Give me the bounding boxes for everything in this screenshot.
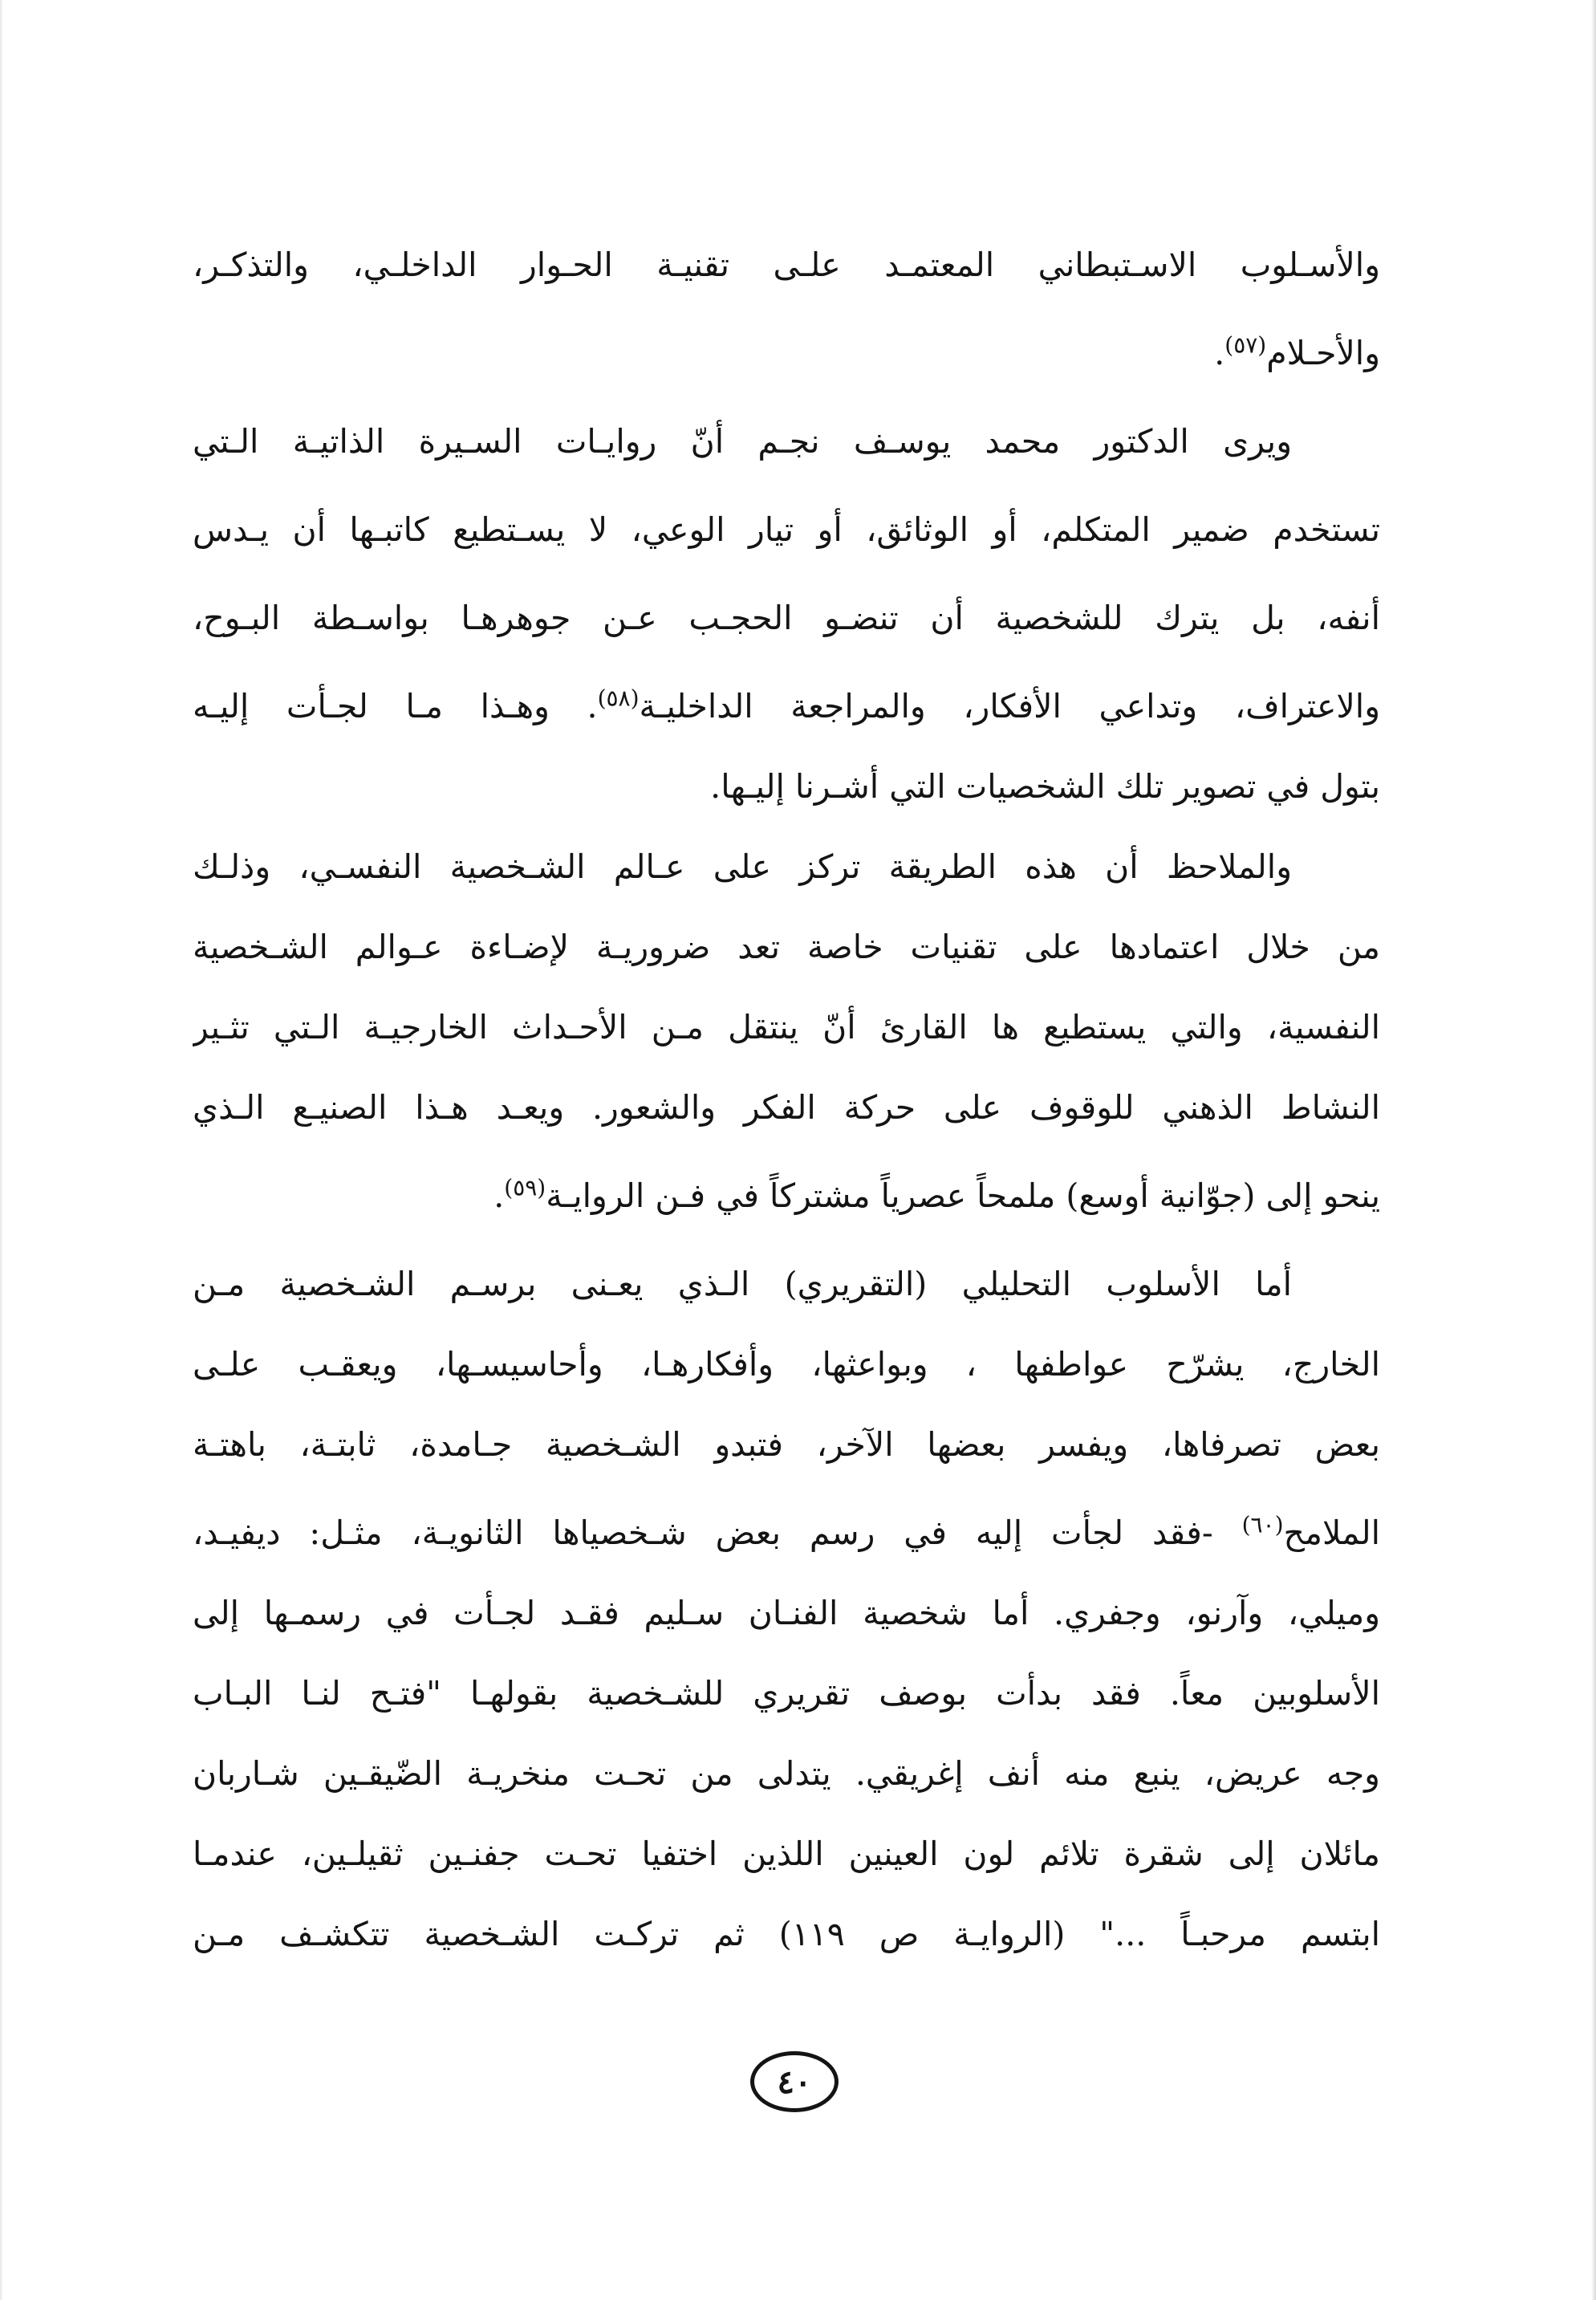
page-number: [750, 2051, 839, 2112]
text-line: النفسية، والتي يستطيع ها القارئ أنّ ينتقل مـن الأحـداث الخارجيـة الـتي تثـير: [193, 1008, 1380, 1046]
text-line: والأسـلوب الاسـتبطاني المعتمـد علـى تقنيـة الحـوار الداخلـي، والتذكـر،: [193, 246, 1380, 284]
text-line: الملامح$^{(٦٠)}$ -فقد لجأت إليه في رسم بعض شـخصياها الثانويـة، مثـل: ديفيـد،: [193, 1511, 1380, 1552]
text-line: وجه عريض، ينبع منه أنف إغريقي. يتدلى من تحـت منخريـة الضّيقـين شـاربان: [193, 1754, 1380, 1793]
text-line: والأحـلام$^{(٥٧)}$.: [1214, 331, 1380, 372]
text-line: ابتسم مرحبـاً ..." (الروايـة ص ١١٩) ثم تركـت الشـخصية تتكشـف مـن: [193, 1915, 1380, 1953]
text-line: ويرى الدكتور محمد يوسـف نجـم أنّ روايـات السـيرة الذاتيـة الـتي: [193, 422, 1292, 461]
scan-edge-right: [1591, 0, 1596, 2300]
footnote-marker: (٥٧): [1224, 331, 1267, 359]
text-line: تستخدم ضمير المتكلم، أو الوثائق، أو تيار الوعي، لا يسـتطيع كاتبـها أن يـدس: [193, 510, 1380, 549]
text-line: من خلال اعتمادها على تقنيات خاصة تعد ضروريـة لإضـاءة عـوالم الشـخصية: [193, 928, 1380, 966]
text-line: أنفه، بل يترك للشخصية أن تنضـو الحجـب عـن جوهرهـا بواسـطة البـوح،: [193, 599, 1380, 637]
text-line: الخارج، يشرّح عواطفها ، وبواعثها، وأفكارهـا، وأحاسيسـها، ويعقـب علـى: [193, 1345, 1380, 1384]
text-line: الأسلوبين معاً. فقد بدأت بوصف تقريري للشـخصية بقولهـا "فتـح لنـا البـاب: [193, 1674, 1380, 1713]
page-number-label: ٤٠: [777, 2062, 812, 2101]
footnote-marker: (٥٩): [504, 1174, 546, 1201]
scan-edge-left: [0, 0, 3, 2300]
footnote-marker: (٦٠): [1241, 1511, 1284, 1538]
text-line: مائلان إلى شقرة تلائم لون العينين اللذين اختفيا تحـت جفنـين ثقيلـين، عندمـا: [193, 1835, 1380, 1873]
text-line: وميلي، وآرنو، وجفري. أما شخصية الفنـان سـليم فقـد لجـأت في رسمـها إلى: [193, 1594, 1380, 1632]
text-line: النشاط الذهني للوقوف على حركة الفكر والشعور. ويعـد هـذا الصنيـع الـذي: [193, 1088, 1380, 1127]
text-line: والملاحظ أن هذه الطريقة تركز على عـالم الشـخصية النفسـي، وذلـك: [193, 847, 1292, 886]
text-line: والاعتراف، وتداعي الأفكار، والمراجعة الداخليـة$^{(٥٨)}$. وهـذا مـا لجـأت إليـه: [193, 685, 1380, 725]
text-line: أما الأسلوب التحليلي (التقريري) الـذي يعـنى برسـم الشـخصية مـن: [193, 1265, 1292, 1303]
text-line: ينحو إلى (جوّانية أوسع) ملمحاً عصرياً مشتركاً في فـن الروايـة$^{(٥٩)}$.: [493, 1174, 1380, 1215]
text-line: بعض تصرفاها، ويفسر بعضها الآخر، فتبدو الشـخصية جـامدة، ثابتـة، باهتـة: [193, 1425, 1380, 1464]
text-line: بتول في تصوير تلك الشخصيات التي أشـرنا إليـها.: [710, 767, 1380, 806]
footnote-marker: (٥٨): [597, 685, 640, 712]
